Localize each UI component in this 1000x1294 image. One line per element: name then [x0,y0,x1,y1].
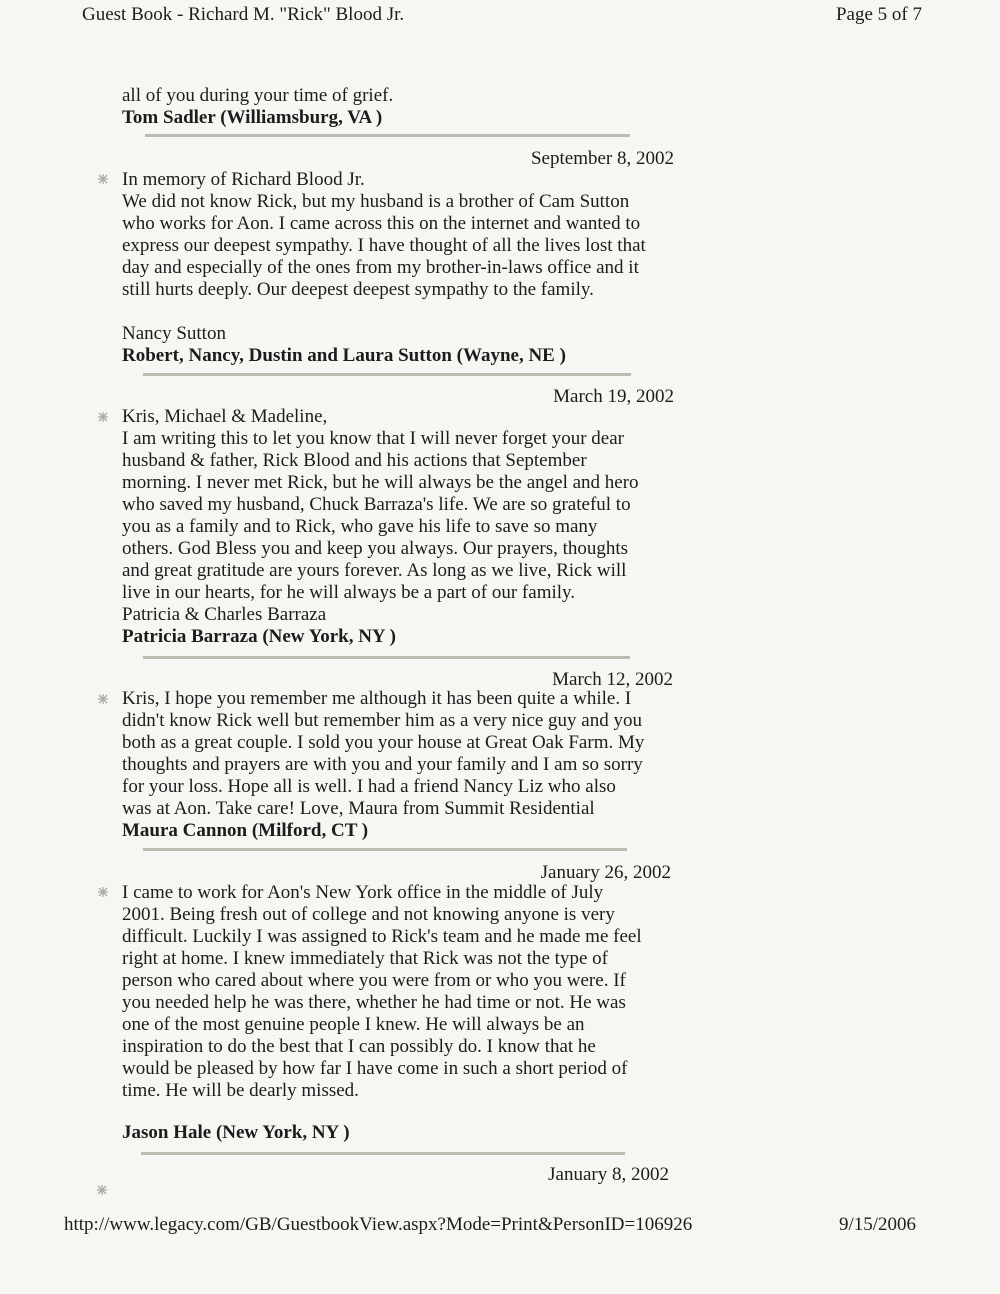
entry-text-line: inspiration to do the best that I can possibly do. I know that he [122,1036,596,1057]
entry-signature: Robert, Nancy, Dustin and Laura Sutton (Wayne, NE ) [122,345,566,366]
entry-separator [143,848,627,851]
entry-signature: Tom Sadler (Williamsburg, VA ) [122,107,383,128]
entry-date: January 26, 2002 [540,862,671,883]
page-number: Page 5 of 7 [835,4,922,25]
entry-text-line: still hurts deeply. Our deepest deepest sympathy to the family. [122,279,594,300]
entry-text-line: others. God Bless you and keep you always. Our prayers, thoughts [122,538,629,559]
footer-url: http://www.legacy.com/GB/GuestbookView.aspx?Mode=Print&PersonID=106926 [64,1214,693,1235]
entry-text-line: difficult. Luckily I was assigned to Rick's team and he made me feel [122,926,642,947]
entry-text-line: you needed help he was there, whether he had time or not. He was [122,992,626,1013]
entry-signature: Patricia Barraza (New York, NY ) [122,626,397,647]
entry-text-line: time. He will be dearly missed. [122,1080,359,1101]
entry-separator [143,656,630,659]
entry-text-line: We did not know Rick, but my husband is a brother of Cam Sutton [122,191,630,212]
entry-text-line: and great gratitude are yours forever. As long as we live, Rick will [122,560,627,581]
entry-text-line: 2001. Being fresh out of college and not knowing anyone is very [122,904,615,925]
entry-text-line: was at Aon. Take care! Love, Maura from Summit Residential [122,798,595,819]
entry-bullet-icon [97,1185,107,1195]
entry-signature: Maura Cannon (Milford, CT ) [122,820,369,841]
entry-text-line: who saved my husband, Chuck Barraza's life. We are so grateful to [122,494,631,515]
entry-bullet-icon [98,887,108,897]
entry-bullet-icon [98,174,108,184]
entry-text-line: husband & father, Rick Blood and his actions that September [122,450,587,471]
entry-text-line: Kris, Michael & Madeline, [122,406,328,427]
entry-text-line: you as a family and to Rick, who gave his life to save so many [122,516,598,537]
entry-text-line: Patricia & Charles Barraza [122,604,327,625]
entry-separator [141,1152,625,1155]
entry-text-line: person who cared about where you were from or who you were. If [122,970,626,991]
footer-print-date: 9/15/2006 [838,1214,916,1235]
entry-text-line: both as a great couple. I sold you your house at Great Oak Farm. My [122,732,645,753]
entry-date: January 8, 2002 [548,1164,669,1185]
entry-text-line: I am writing this to let you know that I will never forget your dear [122,428,624,449]
entry-separator [143,373,631,376]
entry-text-line: right at home. I knew immediately that Rick was not the type of [122,948,608,969]
page-header-title: Guest Book - Richard M. "Rick" Blood Jr. [82,4,405,25]
entry-text-line: In memory of Richard Blood Jr. [122,169,365,190]
entry-signature: Jason Hale (New York, NY ) [122,1122,350,1143]
entry-text-line: thoughts and prayers are with you and your family and I am so sorry [122,754,643,775]
entry-separator [145,134,630,137]
entry-text-line: all of you during your time of grief. [122,85,394,106]
entry-text-line: morning. I never met Rick, but he will always be the angel and hero [122,472,639,493]
entry-text-line: live in our hearts, for he will always be a part of our family. [122,582,576,603]
entry-text-line: day and especially of the ones from my brother-in-laws office and it [122,257,639,278]
entry-text-line: for your loss. Hope all is well. I had a friend Nancy Liz who also [122,776,616,797]
entry-text-line: I came to work for Aon's New York office in the middle of July [122,882,604,903]
entry-date: March 12, 2002 [552,669,673,690]
entry-date: March 19, 2002 [553,386,674,407]
entry-text-line: who works for Aon. I came across this on the internet and wanted to [122,213,641,234]
entry-text-line: would be pleased by how far I have come in such a short period of [122,1058,628,1079]
entry-text-line: Nancy Sutton [122,323,226,344]
entry-text-line: express our deepest sympathy. I have thought of all the lives lost that [122,235,646,256]
entry-text-line: Kris, I hope you remember me although it has been quite a while. I [122,688,632,709]
entry-date: September 8, 2002 [530,148,674,169]
entry-bullet-icon [98,412,108,422]
entry-text-line: didn't know Rick well but remember him as a very nice guy and you [122,710,642,731]
entry-bullet-icon [98,694,108,704]
entry-text-line: one of the most genuine people I knew. He will always be an [122,1014,585,1035]
